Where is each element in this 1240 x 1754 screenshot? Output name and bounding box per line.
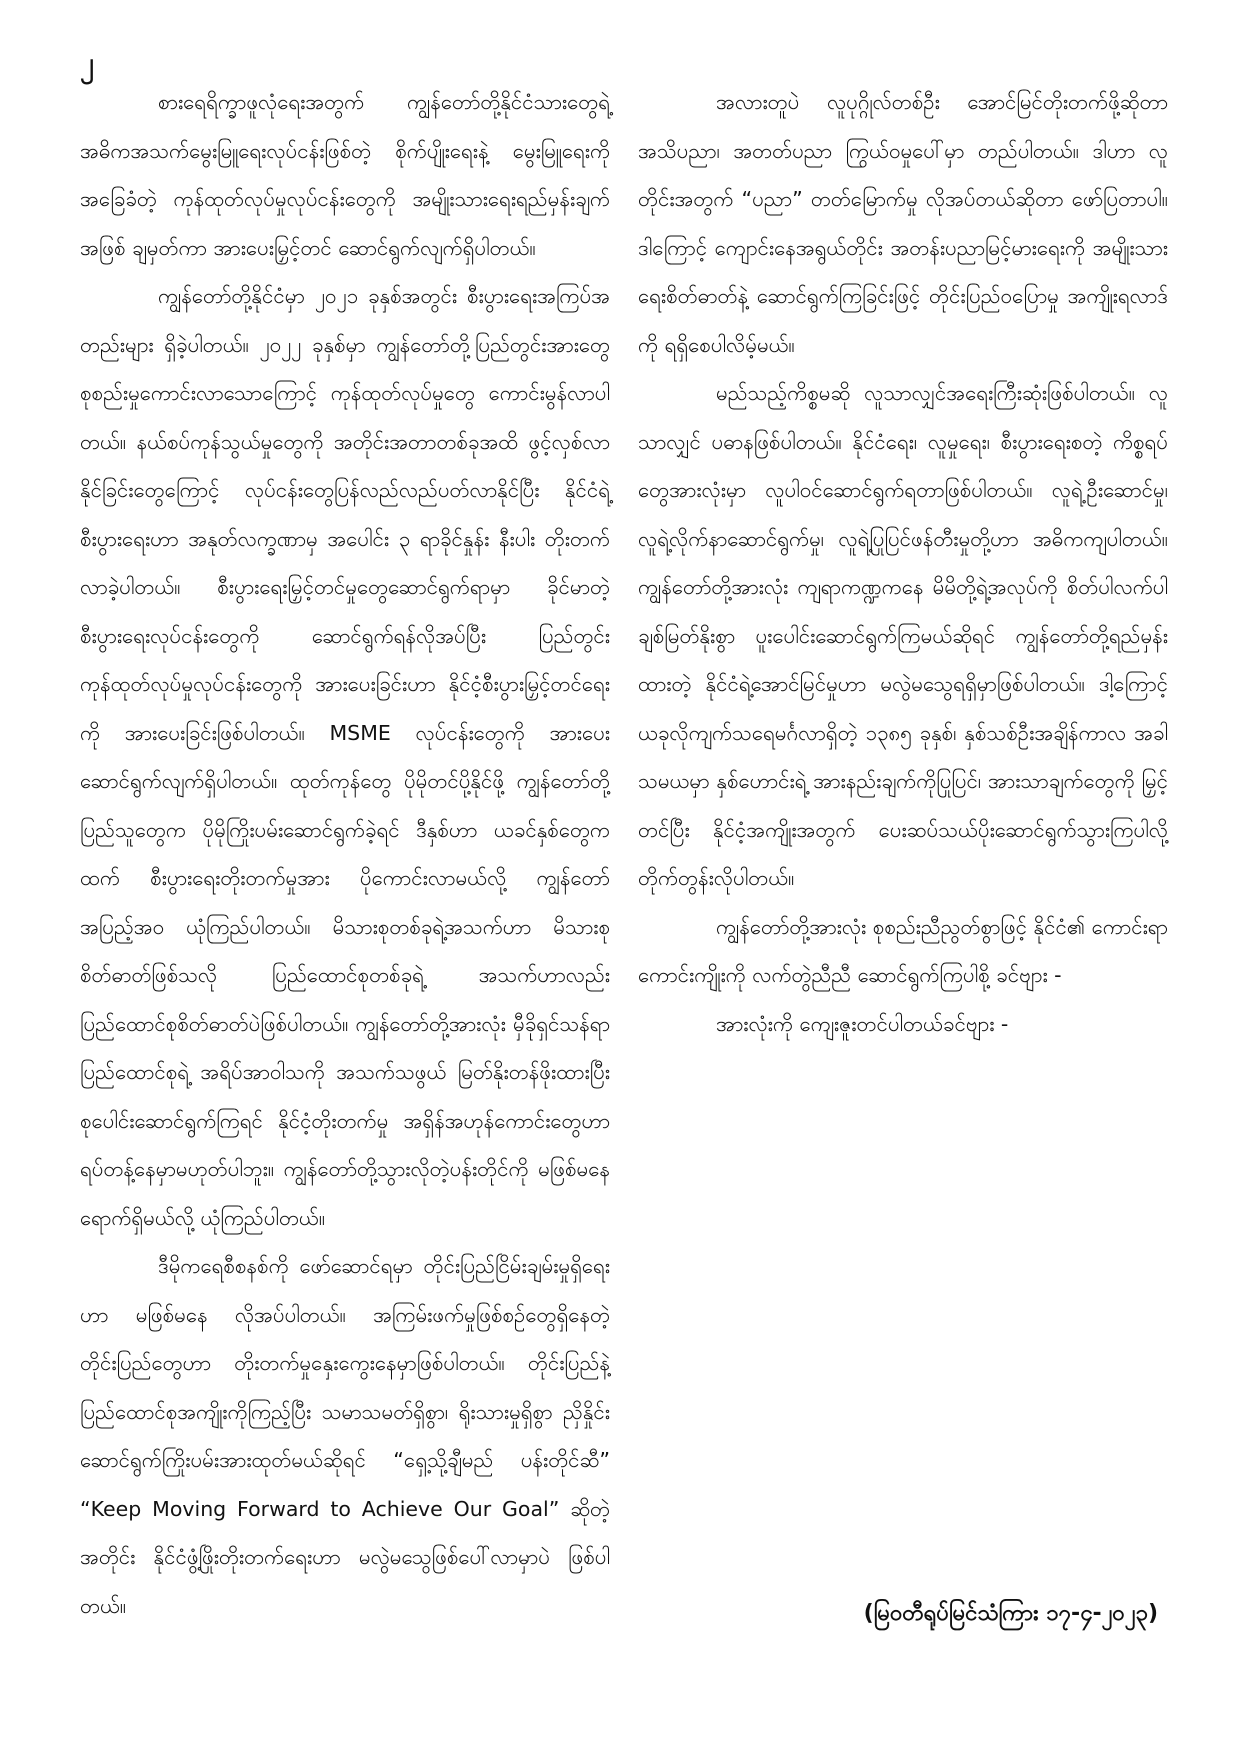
paragraph: ကျွန်တော်တို့အားလုံး စုစည်းညီညွတ်စွာဖြင့် နိုင်ငံ၏ ကောင်းရာကောင်းကျိုးကို လက်တွဲညီညီ ဆောင်ရွက်ကြပါစို့ ခင်ဗျား - [638,914,1168,987]
source-citation: (မြဝတီရုပ်မြင်သံကြား ၁၇-၄-၂၀၂၃) [863,1601,1158,1626]
paragraph: ကျွန်တော်တို့နိုင်ငံမှာ ၂၀၂၁ ခုနှစ်အတွင်း စီးပွားရေးအကြပ်အတည်းများ ရှိခဲ့ပါတယ်။ ၂၀၂၂ ခုနှစ်မှာ ကျွန်တော်တို့ပြည်တွင်းအားတွေ စုစည်းမှုကောင်းလာသောကြောင့် ကုန်ထုတ်လုပ်မှုတွေ ကောင်းမွန်လာပါတယ်။ နယ်စပ်ကုန်သွယ်မှုတွေကို အတိုင်းအတာတစ်ခုအထိ ဖွင့်လှစ်လာနိုင်ခြင်းတွေကြောင့် လုပ်ငန်းတွေပြန်လည်လည်ပတ်လာနိုင်ပြီး နိုင်ငံရဲ့စီးပွားရေးဟာ အနုတ်လက္ခဏာမှ အပေါင်း ၃ ရာခိုင်နှုန်း နီးပါး တိုးတက်လာခဲ့ပါတယ်။ စီးပွားရေးမြှင့်တင်မှုတွေဆောင်ရွက်ရာမှာ ခိုင်မာတဲ့ စီးပွားရေးလုပ်ငန်းတွေကို ဆောင်ရွက်ရန်လိုအပ်ပြီး ပြည်တွင်းကုန်ထုတ်လုပ်မှုလုပ်ငန်းတွေကို အားပေးခြင်းဟာ နိုင်ငံ့စီးပွားမြှင့်တင်ရေးကို အားပေးခြင်းဖြစ်ပါတယ်။ MSME လုပ်ငန်းတွေကို အားပေးဆောင်ရွက်လျက်ရှိပါတယ်။ ထုတ်ကုန်တွေ ပိုမိုတင်ပို့နိုင်ဖို့ ကျွန်တော်တို့ပြည်သူတွေက ပိုမိုကြိုးပမ်းဆောင်ရွက်ခဲ့ရင် ဒီနှစ်ဟာ ယခင်နှစ်တွေကထက် စီးပွားရေးတိုးတက်မှုအား ပိုကောင်းလာမယ်လို့ ကျွန်တော်အပြည့်အဝ ယုံကြည်ပါတယ်။ မိသားစုတစ်ခုရဲ့အသက်ဟာ မိသားစုစိတ်ဓာတ်ဖြစ်သလို ပြည်ထောင်စုတစ်ခုရဲ့ အသက်ဟာလည်း ပြည်ထောင်စုစိတ်ဓာတ်ပဲဖြစ်ပါတယ်။ ကျွန်တော်တို့အားလုံး မှီခိုရှင်သန်ရာ ပြည်ထောင်စုရဲ့ အရိပ်အာဝါသကို အသက်သဖွယ် မြတ်နိုးတန်ဖိုးထားပြီး စုပေါင်းဆောင်ရွက်ကြရင် နိုင်ငံ့တိုးတက်မှု အရှိန်အဟုန်ကောင်းတွေဟာ ရပ်တန့်နေမှာမဟုတ်ပါဘူး။ ကျွန်တော်တို့သွားလိုတဲ့ပန်းတိုင်ကို မဖြစ်မနေရောက်ရှိမယ်လို့ ယုံကြည်ပါတယ်။ [80,284,610,1230]
paragraph: စားရေရိက္ခာဖူလုံရေးအတွက် ကျွန်တော်တို့နိုင်ငံသားတွေရဲ့ အဓိကအသက်မွေးမြူရေးလုပ်ငန်းဖြစ်တဲ့ စိုက်ပျိုးရေးနဲ့ မွေးမြူရေးကိုအခြေခံတဲ့ ကုန်ထုတ်လုပ်မှုလုပ်ငန်းတွေကို အမျိုးသားရေးရည်မှန်းချက်အဖြစ် ချမှတ်ကာ အားပေးမြှင့်တင် ဆောင်ရွက်လျက်ရှိပါတယ်။ [80,90,610,260]
paragraph: အလားတူပဲ လူပုဂ္ဂိုလ်တစ်ဦး အောင်မြင်တိုးတက်ဖို့ဆိုတာ အသိပညာ၊ အတတ်ပညာ ကြွယ်ဝမှုပေါ်မှာ တည်ပါတယ်။ ဒါဟာ လူတိုင်းအတွက် “ပညာ” တတ်မြောက်မှု လိုအပ်တယ်ဆိုတာ ဖော်ပြတာပါ။ ဒါကြောင့် ကျောင်းနေအရွယ်တိုင်း အတန်းပညာမြင့်မားရေးကို အမျိုးသားရေးစိတ်ဓာတ်နဲ့ ဆောင်ရွက်ကြခြင်းဖြင့် တိုင်းပြည်ဝပြောမှု အကျိုးရလာဒ်ကို ရရှိစေပါလိမ့်မယ်။ [638,90,1168,357]
left-column [80,78,610,1630]
closing-line: အားလုံးကို ကျေးဇူးတင်ပါတယ်ခင်ဗျား - [716,1011,1009,1036]
paragraph: ဒီမိုကရေစီစနစ်ကို ဖော်ဆောင်ရမှာ တိုင်းပြည်ငြိမ်းချမ်းမှုရှိရေးဟာ မဖြစ်မနေ လိုအပ်ပါတယ်။ အကြမ်းဖက်မှုဖြစ်စဉ်တွေရှိနေတဲ့ တိုင်းပြည်တွေဟာ တိုးတက်မှုနှေးကွေးနေမှာဖြစ်ပါတယ်။ တိုင်းပြည်နဲ့ ပြည်ထောင်စုအကျိုးကိုကြည့်ပြီး သမာသမတ်ရှိစွာ၊ ရိုးသားမှုရှိစွာ ညှိနှိုင်းဆောင်ရွက်ကြိုးပမ်းအားထုတ်မယ်ဆိုရင် “ရှေ့သို့ချီမည် ပန်းတိုင်ဆီ” “Keep Moving Forward to Achieve Our Goal” ဆိုတဲ့အတိုင်း နိုင်ငံဖွံ့ဖြိုးတိုးတက်ရေးဟာ မလွဲမသွေဖြစ်ပေါ်လာမှာပဲ ဖြစ်ပါတယ်။ [80,1254,610,1618]
paragraph: မည်သည့်ကိစ္စမဆို လူသာလျှင်အရေးကြီးဆုံးဖြစ်ပါတယ်။ လူသာလျှင် ပဓာနဖြစ်ပါတယ်။ နိုင်ငံရေး၊ လူမှုရေး၊ စီးပွားရေးစတဲ့ ကိစ္စရပ်တွေအားလုံးမှာ လူပါဝင်ဆောင်ရွက်ရတာဖြစ်ပါတယ်။ လူရဲ့ဦးဆောင်မှု၊ လူရဲ့လိုက်နာဆောင်ရွက်မှု၊ လူရဲ့ပြုပြင်ဖန်တီးမှုတို့ဟာ အဓိကကျပါတယ်။ ကျွန်တော်တို့အားလုံး ကျရာကဏ္ဍကနေ မိမိတို့ရဲ့အလုပ်ကို စိတ်ပါလက်ပါ ချစ်မြတ်နိုးစွာ ပူးပေါင်းဆောင်ရွက်ကြမယ်ဆိုရင် ကျွန်တော်တို့ရည်မှန်းထားတဲ့ နိုင်ငံရဲ့အောင်မြင်မှုဟာ မလွဲမသွေရရှိမှာဖြစ်ပါတယ်။ ဒါ့ကြောင့် ယခုလိုကျက်သရေမင်္ဂလာရှိတဲ့ ၁၃၈၅ ခုနှစ်၊ နှစ်သစ်ဦးအချိန်ကာလ အခါသမယမှာ နှစ်ဟောင်းရဲ့ အားနည်းချက်ကိုပြုပြင်၊ အားသာချက်တွေကို မြှင့်တင်ပြီး နိုင်ငံ့အကျိုးအတွက် ပေးဆပ်သယ်ပိုးဆောင်ရွက်သွားကြပါလို့ တိုက်တွန်းလိုပါတယ်။ [638,381,1168,890]
right-column [638,78,1168,1048]
page-number: ၂ [80,46,94,79]
